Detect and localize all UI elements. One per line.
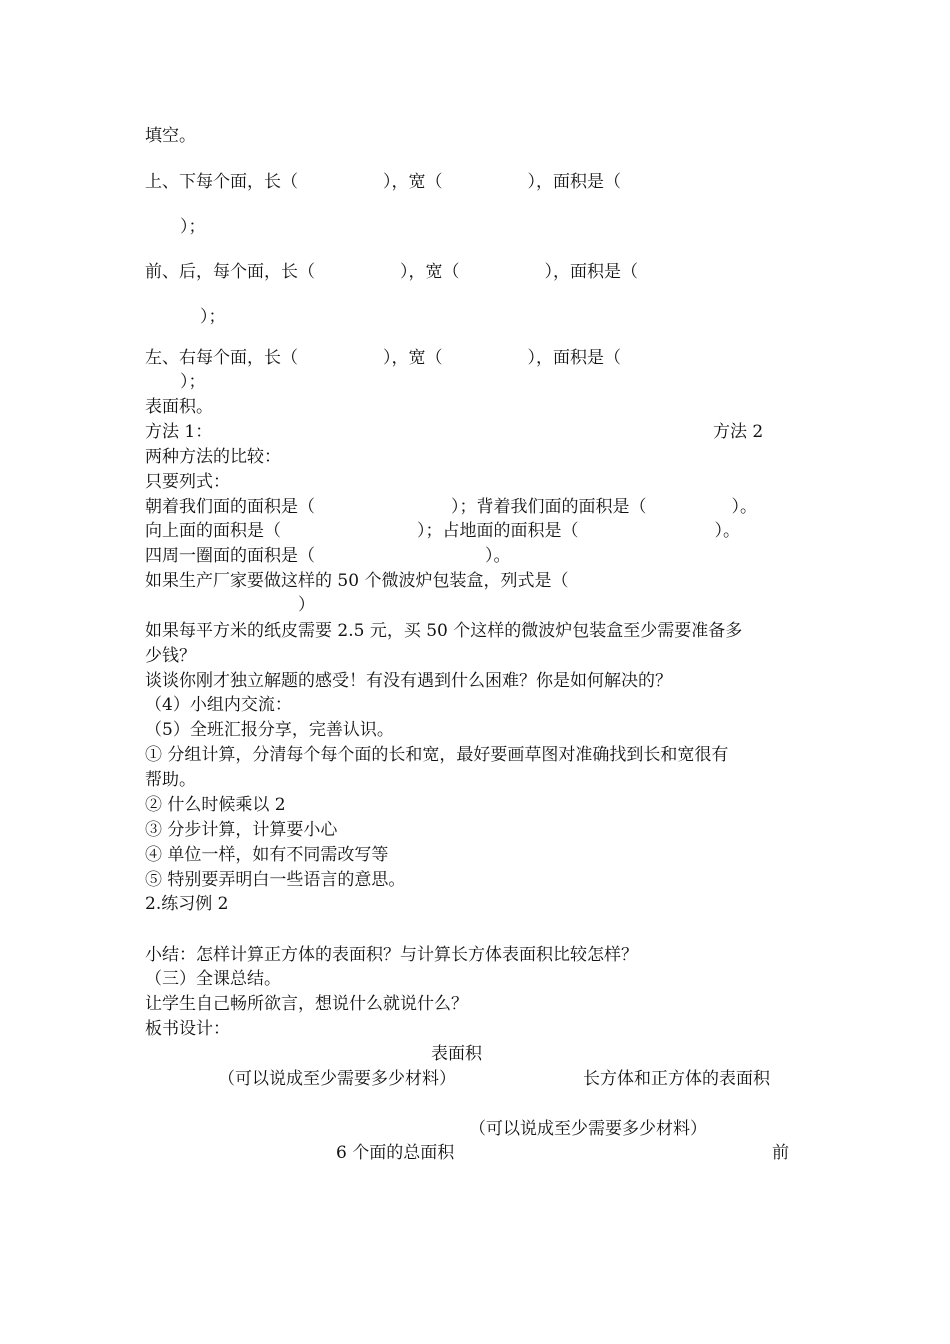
front-back-end: ）； (200, 307, 226, 327)
point-5: ⑤ 特别要弄明白一些语言的意思。 (145, 870, 406, 890)
point-4: ④ 单位一样，如有不同需改写等 (145, 845, 389, 865)
formula-only-label: 只要列式： (145, 472, 230, 492)
method-2-label: 方法 2 (713, 422, 764, 442)
point-3: ③ 分步计算，计算要小心 (145, 820, 338, 840)
talk-line: 谈谈你刚才独立解题的感受！有没有遇到什么困难？你是如何解决的？ (145, 671, 672, 691)
around-line: 四周一圈面的面积是（ ）。 (145, 546, 511, 566)
board-note-right: （可以说成至少需要多少材料） (469, 1119, 707, 1139)
point-1-line2: 帮助。 (145, 770, 196, 790)
board-note-left: （可以说成至少需要多少材料） (218, 1069, 456, 1089)
factory-line: 如果生产厂家要做这样的 50 个微波炉包装盒，列式是（ (145, 571, 569, 591)
step-4: （4）小组内交流： (145, 695, 292, 715)
point-1-line1: ① 分组计算，分清每个每个面的长和宽，最好要画草图对准确找到长和宽很有 (145, 745, 729, 765)
practice-heading: 2.练习例 2 (145, 894, 229, 914)
cost-question-line2: 少钱？ (145, 646, 196, 666)
top-bottom-end: ）； (180, 217, 206, 237)
step-5: （5）全班汇报分享，完善认识。 (145, 720, 394, 740)
board-title: 表面积 (431, 1044, 482, 1064)
front-back-line: 前、后，每个面，长（ ），宽（ ），面积是（ (145, 262, 638, 282)
upward-line: 向上面的面积是（ ）；占地面的面积是（ ）。 (145, 521, 740, 541)
left-right-line: 左、右每个面，长（ ），宽（ ），面积是（ (145, 348, 621, 368)
compare-label: 两种方法的比较： (145, 447, 281, 467)
board-right-title: 长方体和正方体的表面积 (583, 1069, 770, 1089)
board-design-heading: 板书设计： (145, 1019, 230, 1039)
method-1-label: 方法 1： (145, 422, 213, 442)
fill-in-heading: 填空。 (145, 126, 196, 146)
left-right-end: ）； (180, 372, 206, 392)
class-summary-heading: （三）全课总结。 (145, 969, 281, 989)
board-front: 前 (772, 1143, 789, 1163)
factory-end: ） (298, 595, 315, 615)
free-talk-line: 让学生自己畅所欲言，想说什么就说什么？ (145, 994, 468, 1014)
surface-area-label: 表面积。 (145, 397, 213, 417)
top-bottom-line: 上、下每个面，长（ ），宽（ ），面积是（ (145, 172, 621, 192)
summary-line: 小结：怎样计算正方体的表面积？与计算长方体表面积比较怎样？ (145, 945, 638, 965)
board-total-area: 6 个面的总面积 (336, 1143, 455, 1163)
point-2: ② 什么时候乘以 2 (145, 795, 286, 815)
facing-us-line: 朝着我们面的面积是（ ）；背着我们面的面积是（ ）。 (145, 497, 757, 517)
cost-question-line1: 如果每平方米的纸皮需要 2.5 元，买 50 个这样的微波炉包装盒至少需要准备多 (145, 621, 743, 641)
